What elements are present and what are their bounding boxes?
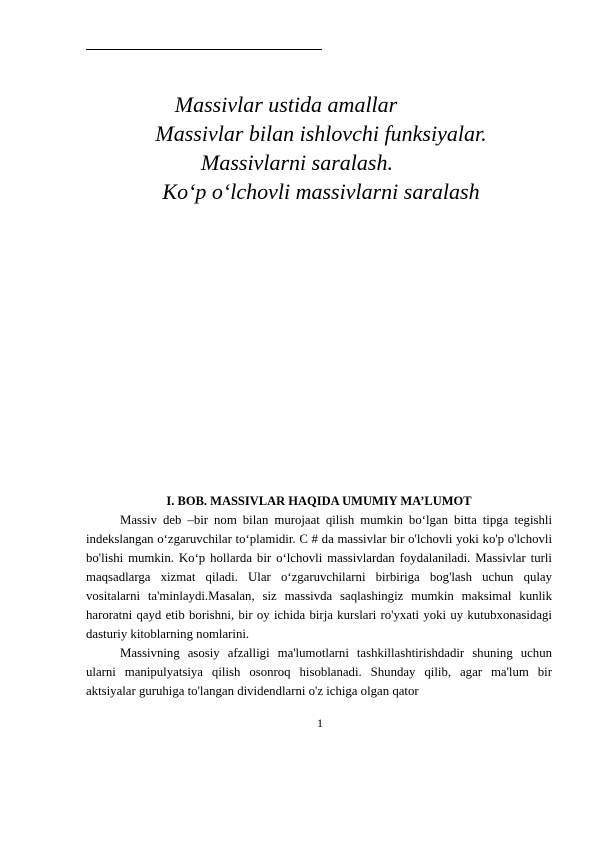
paragraph: Massiv deb –bir nom bilan murojaat qilish mumkin bo‘lgan bitta tipga tegishli indekslangan o‘zgaruvchilar to‘plamidir. C # da massivlar bir o'lchovli yoki ko'p o'lchovli bo'lishi mumkin. Ko‘p hollarda bir o‘lchovli massivlardan foydalaniladi. Massivlar turli maqsadlarga xizmat qiladi. Ular o‘zgaruvchilarni birbiriga bog'lash uchun qulay vositalarni ta'minlaydi.Masalan, siz massivda saqlashingiz mumkin maksimal kunlik haroratni qayd etib borishni, bir oy ichida birja kurslari ro'yxati yoki uy kutubxonasidagi dasturiy kitoblarning nomlarini. [86, 513, 552, 641]
body-text [86, 511, 552, 701]
chapter-heading: I. BOB. MASSIVLAR HAQIDA UMUMIY MA’LUMOT [166, 494, 472, 508]
document-title [0, 90, 596, 206]
title-line-1: Massivlar ustida amallar [174, 92, 398, 117]
paragraph: Massivning asosiy afzalligi ma'lumotlarni tashkillashtirishdadir shuning uchun ularni manipulyatsiya qilish osonroq hisoblanadi. Shunday qilib, agar ma'lum bir aktsiyalar guruhiga to'langan dividendlarni o'z ichiga olgan qator [86, 646, 552, 698]
title-line-4: Ko‘p o‘lchovli massivlarni saralash [162, 179, 480, 204]
title-line-2: Massivlar bilan ishlovchi funksiyalar. [155, 121, 487, 146]
page-number: 1 [317, 716, 323, 730]
header-rule [86, 49, 322, 50]
title-line-3: Massivlarni saralash. [201, 150, 393, 175]
